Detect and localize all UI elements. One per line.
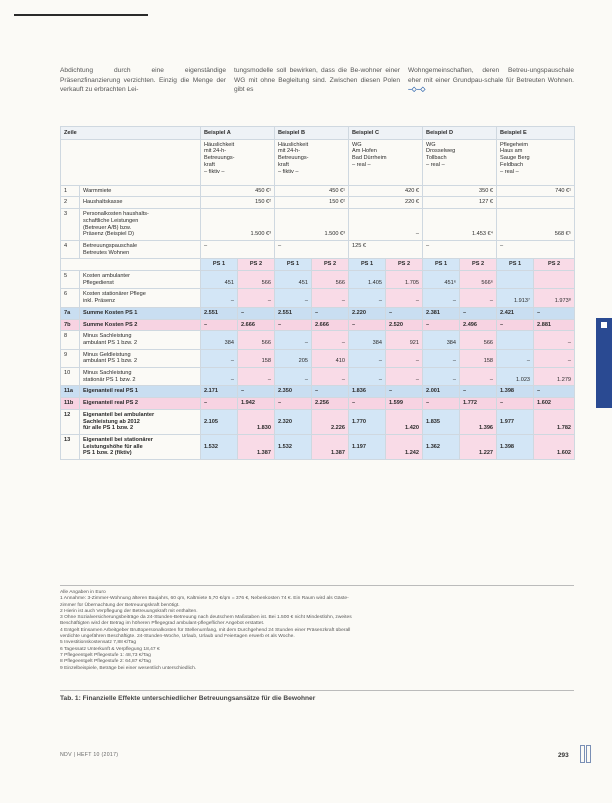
row-number: 3 (61, 209, 80, 241)
row-label: Summe Kosten PS 2 (80, 319, 201, 331)
cell: 450 €¹ (275, 185, 349, 197)
cell (534, 271, 575, 289)
cell: – (349, 289, 386, 307)
cell: – (534, 331, 575, 349)
cell: – (534, 349, 575, 367)
table-row (61, 434, 575, 459)
cell: 1.279 (534, 368, 575, 386)
ps-header-row (61, 259, 575, 271)
footnote: zimmer für Übernachtung der Betreuungskraft benötigt. (60, 602, 180, 608)
cell: 566 (238, 331, 275, 349)
cell: 2.666 (238, 319, 275, 331)
cell: 1.602 (534, 434, 575, 459)
cell: – (312, 289, 349, 307)
cell: 1.705 (386, 271, 423, 289)
footnote: 7 Pflegeentgelt Pflegestufe 1: 48,73 €/Tag (60, 652, 151, 658)
cell: – (201, 319, 238, 331)
row-label: Summe Kosten PS 1 (80, 307, 201, 319)
cell: 740 €¹ (497, 185, 575, 197)
cell: – (423, 240, 497, 258)
cell: – (349, 349, 386, 367)
table-row (61, 185, 575, 197)
cell: 2.256 (312, 398, 349, 410)
header-row (61, 127, 575, 140)
cell: 350 € (423, 185, 497, 197)
cell: 1.227 (460, 434, 497, 459)
cell: 2.381 (423, 307, 460, 319)
cell: 1.772 (460, 398, 497, 410)
cell: – (423, 398, 460, 410)
cell: – (386, 386, 423, 398)
cell: 2.226 (312, 409, 349, 434)
row-label: Eigenanteil bei ambulanter Sachleistung ab 2012 für alle PS 1 bzw. 2 (80, 409, 201, 434)
cell (497, 331, 534, 349)
cell: – (201, 240, 275, 258)
cell: – (201, 349, 238, 367)
table-row (61, 209, 575, 241)
row-number: 7b (61, 319, 80, 331)
footnote: Beschäftigten wird der Betrag im höheren Pflegegrad ambulant-pflegeflicher Angebot erstattet. (60, 621, 265, 627)
cell: – (497, 398, 534, 410)
cell: 568 €⁵ (497, 209, 575, 241)
row-number: 13 (61, 434, 80, 459)
cell: – (497, 349, 534, 367)
cell: – (460, 307, 497, 319)
ps-cell: PS 2 (534, 259, 575, 271)
cell: 1.405 (349, 271, 386, 289)
cell: 1.599 (386, 398, 423, 410)
cell: 1.500 €³ (275, 209, 349, 241)
row-label: Minus Sachleistung ambulant PS 1 bzw. 2 (80, 331, 201, 349)
cell: 1.835 (423, 409, 460, 434)
cell: 2.551 (201, 307, 238, 319)
cell: 220 € (349, 197, 423, 209)
cell: – (386, 349, 423, 367)
cell: – (238, 289, 275, 307)
cell: – (312, 386, 349, 398)
cell: – (201, 289, 238, 307)
cell: 566 (238, 271, 275, 289)
cell: – (386, 307, 423, 319)
ps-label (61, 259, 201, 271)
cell: 2.320 (275, 409, 312, 434)
table-row (61, 331, 575, 349)
cell: 1.398 (497, 434, 534, 459)
cell: 410 (312, 349, 349, 367)
cell: – (312, 307, 349, 319)
cell: – (312, 368, 349, 386)
table-row-summary (61, 398, 575, 410)
table-caption: Tab. 1: Finanzielle Effekte unterschiedlicher Betreuungsansätze für die Bewohner (60, 690, 574, 702)
footnote: 9 Einzelbeispiele, Beträge bei einer wesentlich unterschiedlich. (60, 665, 197, 671)
row-number: 8 (61, 331, 80, 349)
cell: 384 (349, 331, 386, 349)
row-label: Personalkosten haushalts- schaftliche Leistungen (Betreuer A/B) bzw. Präsenz (Beispiel D) (80, 209, 201, 241)
row-label: Minus Geldleistung ambulant PS 1 bzw. 2 (80, 349, 201, 367)
intro-column-3-text: Wohngemeinschaften, deren Betreu-ungspauschale eher mit einer Grundpau-schale für Betreuten Wohnen. (408, 67, 574, 84)
row-number: 4 (61, 240, 80, 258)
desc-d: WG Drosselweg Tollbach – real – (423, 139, 497, 185)
side-tab-marker-icon (601, 322, 607, 328)
cell: 1.770 (349, 409, 386, 434)
cell: 566 (460, 331, 497, 349)
header-beispiel-c: Beispiel C (349, 127, 423, 140)
page-number: 293 (558, 752, 569, 759)
cell: – (238, 307, 275, 319)
footnote: verdichte ungefähren Beschäftigte. 24-Stunden-Woche, Urlaub, Urlaub und Feiertagen erwerb et als Woche. (60, 634, 295, 640)
cell: 1.500 €³ (201, 209, 275, 241)
cell: 127 € (423, 197, 497, 209)
table-row (61, 349, 575, 367)
footnote: 8 Pflegeentgelt Pflegestufe 2: 64,87 €/Tag (60, 659, 151, 665)
cell: – (423, 319, 460, 331)
cell: 1.942 (238, 398, 275, 410)
row-number: 6 (61, 289, 80, 307)
cell: 1.532 (275, 434, 312, 459)
row-number: 1 (61, 185, 80, 197)
header-beispiel-d: Beispiel D (423, 127, 497, 140)
cell: 1.023 (497, 368, 534, 386)
cell: 566⁶ (460, 271, 497, 289)
ps-cell: PS 1 (423, 259, 460, 271)
cell: 1.913⁷ (497, 289, 534, 307)
cell: 205 (275, 349, 312, 367)
cell (497, 197, 575, 209)
row-label: Eigenanteil real PS 1 (80, 386, 201, 398)
cell: 566 (312, 271, 349, 289)
row-number: 12 (61, 409, 80, 434)
row-number: 11a (61, 386, 80, 398)
cell: – (312, 331, 349, 349)
cell: 921 (386, 331, 423, 349)
table-row (61, 368, 575, 386)
section-side-tab (596, 318, 612, 408)
cell: – (497, 240, 575, 258)
cell: – (423, 349, 460, 367)
table-footnotes (60, 585, 574, 672)
desc-label (61, 139, 201, 185)
ps-cell: PS 1 (497, 259, 534, 271)
cell: – (423, 368, 460, 386)
footnote: 2 Hierin ist auch Verpflegung der Betreuungskraft mit enthalten. (60, 608, 198, 614)
cell: – (349, 319, 386, 331)
table-row-summary (61, 307, 575, 319)
cell: 150 €² (275, 197, 349, 209)
table-row (61, 197, 575, 209)
intro-text (60, 66, 574, 95)
footnote: Alle Angaben in Euro (60, 590, 106, 595)
ps-cell: PS 2 (238, 259, 275, 271)
cell: – (349, 209, 423, 241)
cell: 2.171 (201, 386, 238, 398)
cell: 1.420 (386, 409, 423, 434)
cell: 1.387 (238, 434, 275, 459)
cell: 1.830 (238, 409, 275, 434)
ps-cell: PS 2 (460, 259, 497, 271)
desc-e: Pflegeheim Haus am Sauge Berg Feldbach – real – (497, 139, 575, 185)
cell: – (201, 398, 238, 410)
cell: – (238, 386, 275, 398)
row-label: Minus Sachleistung stationär PS 1 bzw. 2 (80, 368, 201, 386)
row-label: Eigenanteil bei stationärer Leistungshöhe für alle PS 1 bzw. 2 (fiktiv) (80, 434, 201, 459)
cell: 451⁶ (423, 271, 460, 289)
cell: 450 €¹ (201, 185, 275, 197)
row-number: 2 (61, 197, 80, 209)
cell: 1.532 (201, 434, 238, 459)
cell: – (275, 398, 312, 410)
row-number: 10 (61, 368, 80, 386)
cell: 2.496 (460, 319, 497, 331)
cell: 2.001 (423, 386, 460, 398)
ps-cell: PS 1 (349, 259, 386, 271)
cell: 1.398 (497, 386, 534, 398)
logo-bar-icon (586, 745, 591, 763)
table-row (61, 289, 575, 307)
row-label: Eigenanteil real PS 2 (80, 398, 201, 410)
row-label: Haushaltskasse (80, 197, 201, 209)
top-rule (14, 14, 148, 16)
cell: 1.197 (349, 434, 386, 459)
cell: 1.977 (497, 409, 534, 434)
cell: 451 (201, 271, 238, 289)
cell: – (534, 307, 575, 319)
cell: 2.421 (497, 307, 534, 319)
footnote: 1 Annahme: 3-Zimmer-Wohnung älteren Baujahrs, 60 qm, Kaltmiete 5,70 €/qm = 376 €, Nebenkosten 74 €. Ein Raum wird als Gäste- (60, 596, 349, 602)
cell: – (275, 331, 312, 349)
row-number: 11b (61, 398, 80, 410)
cell: – (275, 319, 312, 331)
table-row-summary (61, 319, 575, 331)
ps-cell: PS 2 (312, 259, 349, 271)
cell: – (238, 368, 275, 386)
footnote: 4 Entgelt Einsamen Arbeitgeber Bruttopersonalkosten für Stellenumfang, mit dem Durchgehend 24 Stunden einer Präsenzkraft überall (60, 627, 351, 633)
cell: 2.666 (312, 319, 349, 331)
ps-cell: PS 1 (201, 259, 238, 271)
cell: 2.881 (534, 319, 575, 331)
ps-cell: PS 1 (275, 259, 312, 271)
cell: – (534, 386, 575, 398)
desc-c: WG Am Hofen Bad Dürrheim – real – (349, 139, 423, 185)
intro-column-1: Abdichtung durch eine eigenständige Präsenzfinanzierung verzichten. Einzig die Menge der verkauft zu erbrachten Lei- (60, 67, 226, 94)
cell: 1.602 (534, 398, 575, 410)
cell: – (275, 240, 349, 258)
cell: 1.242 (386, 434, 423, 459)
cell: – (275, 368, 312, 386)
header-beispiel-a: Beispiel A (201, 127, 275, 140)
journal-footer: NDV | HEFT 10 (2017) (60, 752, 119, 758)
cell: – (460, 386, 497, 398)
footnote: 6 Tagessatz Unterkunft & Verpflegung 18,47 € (60, 646, 160, 652)
cell: 451 (275, 271, 312, 289)
cell: 2.551 (275, 307, 312, 319)
intro-column-3 (408, 66, 574, 95)
row-label: Kosten stationärer Pflege inkl. Präsenz (80, 289, 201, 307)
header-beispiel-e: Beispiel E (497, 127, 575, 140)
desc-a: Häuslichkeit mit 24-h- Betreuungs- kraft – fiktiv – (201, 139, 275, 185)
row-number: 7a (61, 307, 80, 319)
publisher-logo-icon (580, 745, 591, 763)
row-label: Kosten ambulanter Pflegedienst (80, 271, 201, 289)
cell: – (423, 289, 460, 307)
cell: 2.350 (275, 386, 312, 398)
desc-b: Häuslichkeit mit 24-h- Betreuungs- kraft – fiktiv – (275, 139, 349, 185)
header-beispiel-b: Beispiel B (275, 127, 349, 140)
comparison-table (60, 126, 575, 460)
cell: 384 (423, 331, 460, 349)
cell: 125 € (349, 240, 423, 258)
row-label: Warmmiete (80, 185, 201, 197)
cell: 2.520 (386, 319, 423, 331)
cell: 158 (460, 349, 497, 367)
description-row (61, 139, 575, 185)
cell: – (349, 398, 386, 410)
footnote: 3 Ohne Sozialversicherungsbeiträge da 24-Stunden-Betreuung nach deutschem Maßstaben ist. Bei 1.500 € nicht Mindestlohn, zweites (60, 615, 352, 621)
ps-cell: PS 2 (386, 259, 423, 271)
table-row-summary (61, 386, 575, 398)
row-number: 9 (61, 349, 80, 367)
cell: 1.387 (312, 434, 349, 459)
cell: 1.453 €⁴ (423, 209, 497, 241)
cell: 384 (201, 331, 238, 349)
cell: 1.782 (534, 409, 575, 434)
cell: 1.836 (349, 386, 386, 398)
cell: 158 (238, 349, 275, 367)
cell: – (275, 289, 312, 307)
cell: – (460, 289, 497, 307)
cell: – (497, 319, 534, 331)
cell: 1.362 (423, 434, 460, 459)
end-mark: –◇–◇ (408, 86, 426, 94)
cell: 150 €² (201, 197, 275, 209)
cell: 2.220 (349, 307, 386, 319)
table-row (61, 271, 575, 289)
cell: 2.105 (201, 409, 238, 434)
cell (497, 271, 534, 289)
cell: – (460, 368, 497, 386)
table-row (61, 409, 575, 434)
cell: 420 € (349, 185, 423, 197)
cell: 1.396 (460, 409, 497, 434)
row-label: Betreuungspauschale Betreutes Wohnen (80, 240, 201, 258)
intro-column-2: tungsmodelle soll bewirken, dass die Be-wohner einer WG mit ohne Begleitung sind. Zwischen diesen Polen gibt es (234, 67, 400, 94)
table-row (61, 240, 575, 258)
cell: 1.973⁸ (534, 289, 575, 307)
footnote: 5 Investitionskostensatz 7,88 €/Tag (60, 640, 137, 646)
header-zeile: Zeile (61, 127, 201, 140)
cell: – (349, 368, 386, 386)
cell: – (386, 289, 423, 307)
row-number: 5 (61, 271, 80, 289)
cell: – (386, 368, 423, 386)
cell: – (201, 368, 238, 386)
logo-bar-icon (580, 745, 585, 763)
